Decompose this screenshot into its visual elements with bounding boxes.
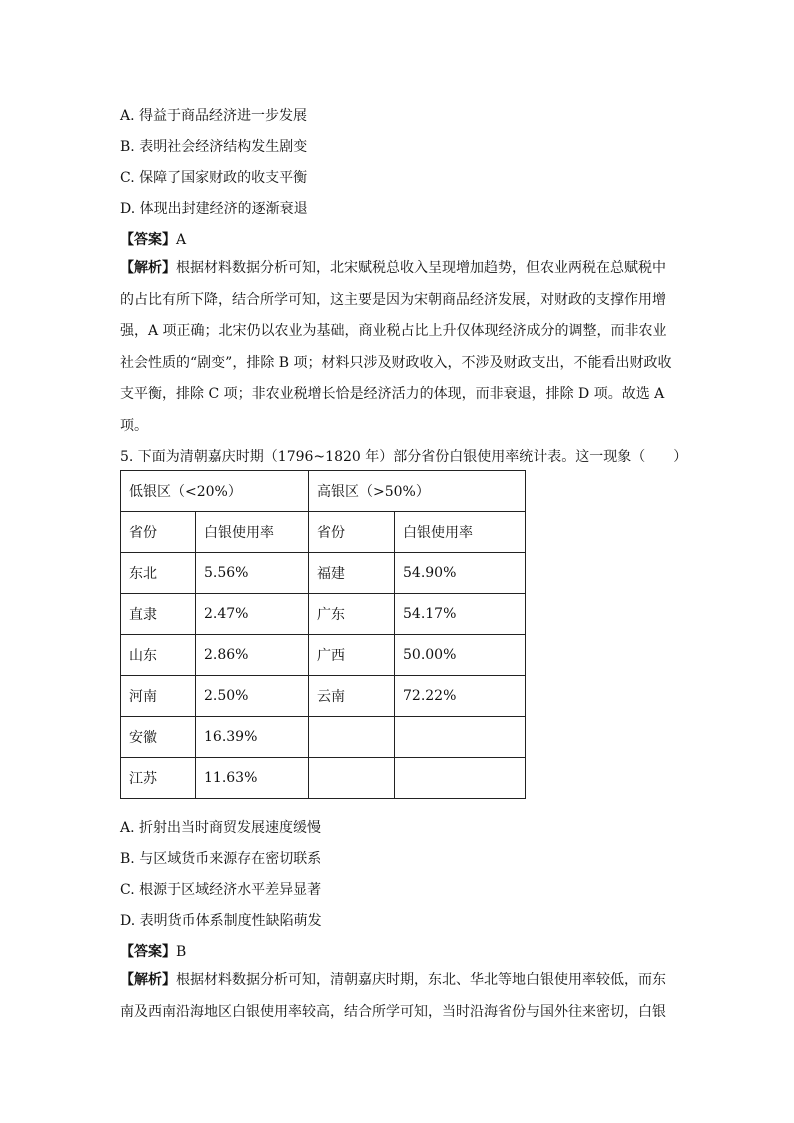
answer-value: B [176,944,187,960]
table-cell: 福建 [309,553,395,594]
table-cell [309,717,395,758]
table-cell: 山东 [121,635,196,676]
analysis-line: 南及西南沿海地区白银使用率较高，结合所学可知，当时沿海省份与国外往来密切，白银 [120,1003,666,1020]
high-silver-header: 高银区（>50%） [309,471,526,512]
col-province: 省份 [309,512,395,553]
q4-analysis [120,253,670,442]
answer-value: A [176,232,187,248]
table-row [121,676,526,717]
table-cell: 东北 [121,553,196,594]
answer-tag: 【答案】 [120,232,176,248]
table-cell [395,717,526,758]
table-row [121,553,526,594]
analysis-line: 根据材料数据分析可知，北宋赋税总收入呈现增加趋势，但农业两税在总赋税中 [176,260,666,276]
table-row [121,594,526,635]
table-cell: 16.39% [196,717,309,758]
analysis-line: 的占比有所下降，结合所学可知，这主要是因为宋朝商品经济发展，对财政的支撑作用增 [120,291,666,308]
answer-tag: 【答案】 [120,944,176,960]
silver-usage-table [120,470,526,799]
table-row [121,635,526,676]
analysis-line: 项。 [120,417,148,434]
table-row [121,758,526,799]
table-cell [309,758,395,799]
q5-answer [120,941,186,961]
analysis-line: 社会性质的“剧变”，排除 B 项；材料只涉及财政收入，不涉及财政支出，不能看出财政收 [120,354,672,371]
table-row [121,717,526,758]
table-cell: 直隶 [121,594,196,635]
analysis-line: 支平衡，排除 C 项；非农业税增长恰是经济活力的体现，而非衰退，排除 D 项。故选 A [120,386,665,402]
table-cell: 54.17% [395,594,526,635]
analysis-line: 根据材料数据分析可知，清朝嘉庆时期，东北、华北等地白银使用率较低，而东 [176,972,666,988]
col-rate: 白银使用率 [196,512,309,553]
q5-option-b: B. 与区域货币来源存在密切联系 [120,851,322,867]
analysis-tag: 【解析】 [120,972,176,988]
q5-stem: 5. 下面为清朝嘉庆时期（1796~1820 年）部分省份白银使用率统计表。这一现象（ ） [120,449,688,465]
table-cell: 2.86% [196,635,309,676]
table-cell: 广西 [309,635,395,676]
table-cell: 河南 [121,676,196,717]
q4-answer [120,229,186,249]
table-cell [395,758,526,799]
q5-option-c: C. 根源于区域经济水平差异显著 [120,882,322,898]
table-cell: 云南 [309,676,395,717]
q5-option-d: D. 表明货币体系制度性缺陷萌发 [120,913,322,929]
table-cell: 54.90% [395,553,526,594]
analysis-tag: 【解析】 [120,260,176,276]
table-cell: 50.00% [395,635,526,676]
q5-analysis [120,965,670,1028]
analysis-line: 强，A 项正确；北宋仍以农业为基础，商业税占比上升仅体现经济成分的调整，而非农业 [120,323,667,339]
q5-option-a: A. 折射出当时商贸发展速度缓慢 [120,820,322,836]
q4-option-a: A. 得益于商品经济进一步发展 [120,108,308,124]
table-subheader-row [121,512,526,553]
table-cell: 11.63% [196,758,309,799]
table-cell: 2.47% [196,594,309,635]
table-cell: 江苏 [121,758,196,799]
table-cell: 72.22% [395,676,526,717]
q4-option-c: C. 保障了国家财政的收支平衡 [120,170,308,186]
q4-option-b: B. 表明社会经济结构发生剧变 [120,139,308,155]
table-cell: 安徽 [121,717,196,758]
col-province: 省份 [121,512,196,553]
table-cell: 5.56% [196,553,309,594]
col-rate: 白银使用率 [395,512,526,553]
table-cell: 2.50% [196,676,309,717]
low-silver-header: 低银区（<20%） [121,471,309,512]
table-cell: 广东 [309,594,395,635]
table-header-row [121,471,526,512]
q4-option-d: D. 体现出封建经济的逐渐衰退 [120,201,308,217]
